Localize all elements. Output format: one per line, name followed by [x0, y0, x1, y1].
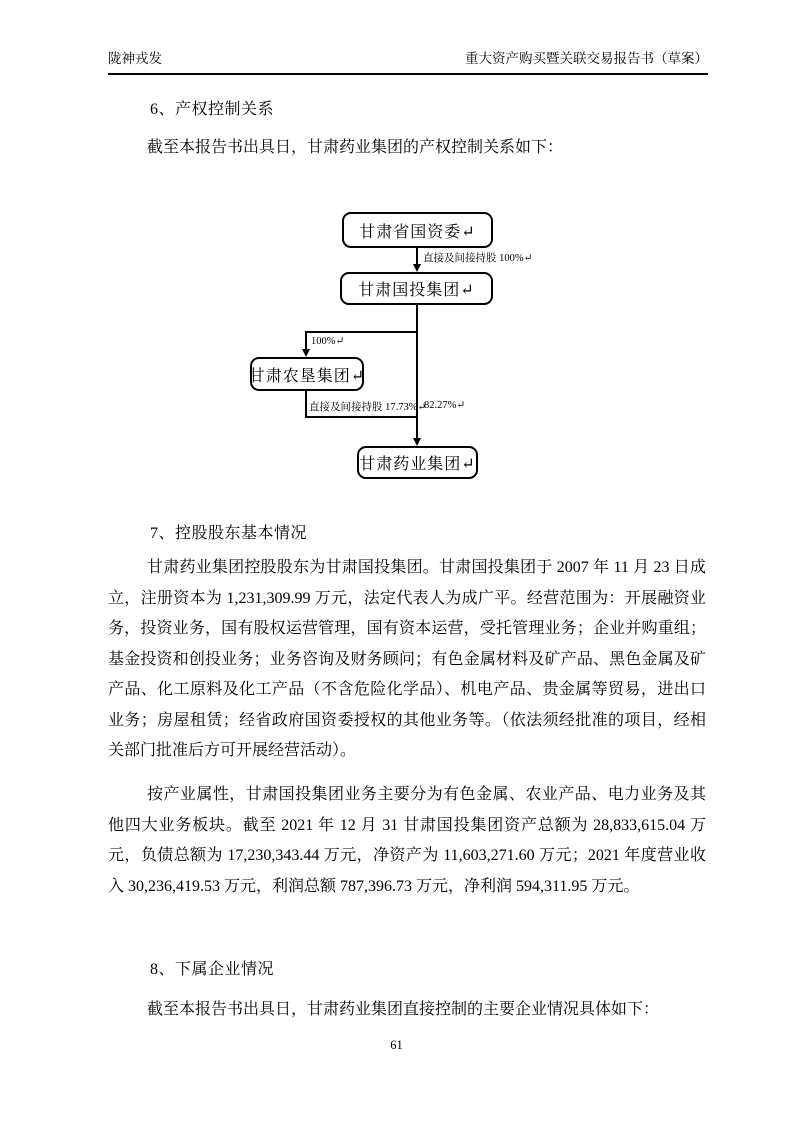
ownership-structure-diagram — [0, 0, 793, 500]
connector-branch-left — [305, 331, 418, 333]
section-8-heading: 8、下属企业情况 — [150, 961, 275, 978]
page-number: 61 — [390, 1038, 403, 1052]
header-company: 陇神戎发 — [108, 51, 162, 66]
connector-merge-right — [305, 416, 418, 418]
arrow-down-icon — [413, 438, 421, 446]
section-8-intro: 截至本报告书出具日，甘肃药业集团直接控制的主要企业情况具体如下： — [147, 1001, 660, 1018]
section-7-paragraph-2: 按产业属性，甘肃国投集团业务主要分为有色金属、农业产品、电力业务及其他四大业务板块。截至 2021 年 12 月 31 甘肃国投集团资产总额为 28,833,615.04 万元，负债总额为 17,230,343.44 万元，净资产为 11,603,271.60 万元；2021 年度营业收入 30,236,419.53 万元，利润总额 787,396.73 万元，净利润 594,311.95 万元。 — [108, 786, 706, 895]
arrow-down-icon — [413, 264, 421, 272]
connector-guotou-main-drop — [416, 305, 418, 439]
diagram-node-gansu-guotou: 甘肃国投集团↵ — [340, 272, 493, 305]
arrow-down-icon — [302, 349, 310, 357]
edge-label-guotou-yaoye: 82.27%↵ — [424, 400, 466, 411]
edge-label-guotou-nongken: 100%↵ — [311, 336, 345, 347]
diagram-node-gansu-yaoye: 甘肃药业集团↵ — [357, 446, 478, 479]
section-7-heading: 7、控股股东基本情况 — [150, 525, 308, 542]
section-6-intro: 截至本报告书出具日，甘肃药业集团的产权控制关系如下： — [147, 139, 564, 156]
section-6-heading: 6、产权控制关系 — [150, 101, 275, 118]
connector-nongken-down — [305, 391, 307, 418]
edge-label-nongken-yaoye: 直接及间接持股 17.73%↵ — [309, 402, 427, 413]
connector-to-nongken — [305, 331, 307, 351]
edge-label-sasac-guotou: 直接及间接持股 100%↵ — [423, 253, 533, 264]
header-report-title: 重大资产购买暨关联交易报告书（草案） — [465, 51, 708, 66]
diagram-node-gansu-nongken: 甘肃农垦集团↵ — [250, 357, 364, 391]
section-7-paragraph-1: 甘肃药业集团控股股东为甘肃国投集团。甘肃国投集团于 2007 年 11 月 23 日成立，注册资本为 1,231,309.99 万元，法定代表人为成广平。经营范围为：开展融资业务，投资业务，国有股权运营管理，国有资本运营，受托管理业务；企业并购重组；基金投资和创投业务；业务咨询及财务顾问；有色金属材料及矿产品、黑色金属及矿产品、化工原料及化工产品（不含危险化学品）、机电产品、贵金属等贸易，进出口业务；房屋租赁；经省政府国资委授权的其他业务等。（依法须经批准的项目，经相关部门批准后方可开展经营活动）。 — [108, 559, 706, 759]
diagram-node-gansu-sasac: 甘肃省国资委↵ — [342, 212, 493, 248]
